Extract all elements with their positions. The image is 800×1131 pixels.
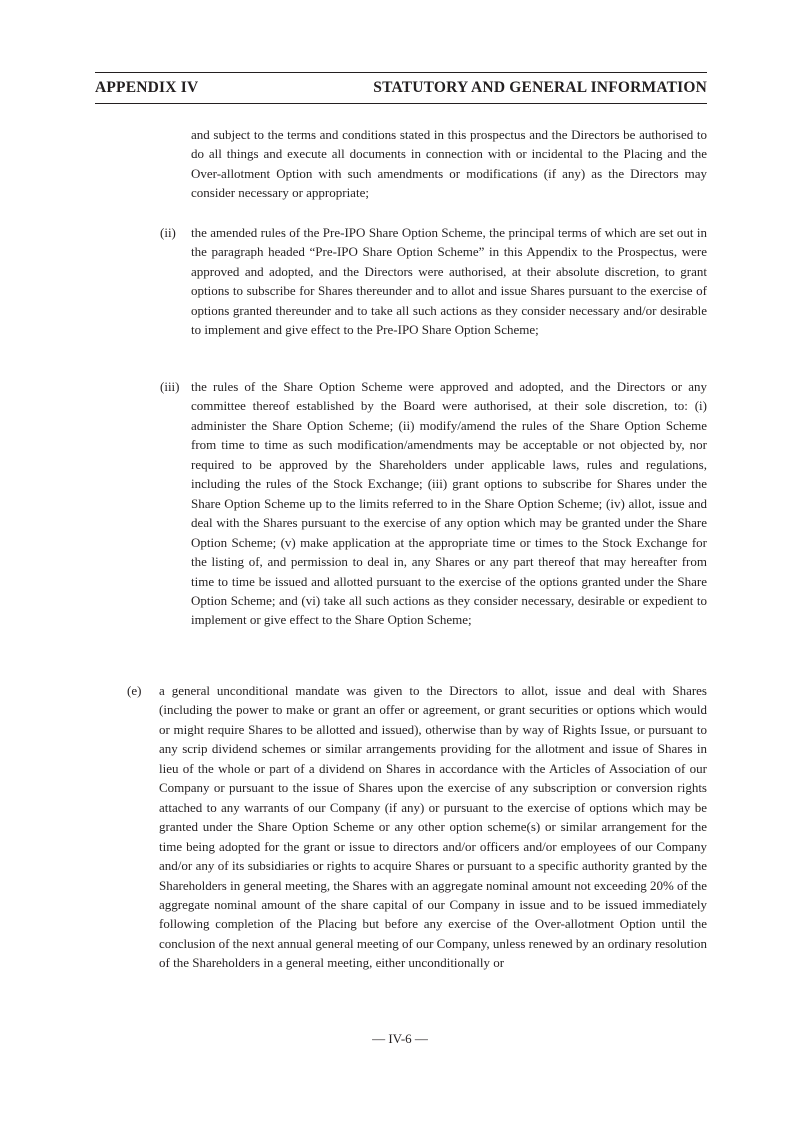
- appendix-title: APPENDIX IV: [95, 79, 199, 96]
- item-marker-iii: (iii): [160, 379, 180, 394]
- header-bottom-rule: [95, 103, 707, 104]
- item-text-iii: the rules of the Share Option Scheme were approved and adopted, and the Directors or any committee thereof established by the Board were authorised, at their sole discretion, to: (i) administer the Share Option Scheme; (ii) modify/amend the rules of the Share Option Scheme from time to time as such modification/amendments may be acceptable or not objected by, nor required to be approved by the Shareholders under applicable laws, rules and regulations, including the rules of the Stock Exchange; (iii) grant options to subscribe for Shares under the Share Option Scheme up to the limits referred to in the Share Option Scheme; (iv) allot, issue and deal with the Shares pursuant to the exercise of any option which may be granted under the Share Option Scheme; (v) make application at the appropriate time or times to the Stock Exchange for the listing of, and permission to deal in, any Shares or any part thereof that may hereafter from time to time be issued and allotted pursuant to the exercise of the options granted under the Share Option Scheme; and (vi) take all such actions as they consider necessary, desirable or expedient to implement or give effect to the Share Option Scheme;: [191, 379, 707, 628]
- header-top-rule: [95, 72, 707, 73]
- item-text-ii: the amended rules of the Pre-IPO Share Option Scheme, the principal terms of which are set out in the paragraph headed “Pre-IPO Share Option Scheme” in this Appendix to the Prospectus, were approved and adopted, and the Directors were authorised, at their absolute discretion, to grant options to subscribe for Shares thereunder and to allot and issue Shares pursuant to the exercise of options granted thereunder and to take all such actions as they consider necessary and/or desirable to implement and give effect to the Pre-IPO Share Option Scheme;: [191, 225, 707, 338]
- item-text-e: a general unconditional mandate was given to the Directors to allot, issue and deal with Shares (including the power to make or grant an offer or agreement, or grant securities or options which would or might require Shares to be allotted and issued), otherwise than by way of Rights Issue, or pursuant to any scrip dividend schemes or similar arrangements providing for the allotment and issue of Shares in lieu of the whole or part of a dividend on Shares in accordance with the Articles of Association of our Company or pursuant to the issue of Shares upon the exercise of any subscription or conversion rights attached to any warrants of our Company (if any) or pursuant to the exercise of options which may be granted under the Share Option Scheme or any other option scheme(s) or similar arrangement for the time being adopted for the grant or issue to directors and/or officers and/or employees of our Company and/or any of its subsidiaries or rights to acquire Shares or pursuant to a specific authority granted by the Shareholders in general meeting, the Shares with an aggregate nominal amount not exceeding 20% of the aggregate nominal amount of the share capital of our Company in issue and to be issued immediately following completion of the Placing but before any exercise of the Over-allotment Option until the conclusion of the next annual general meeting of our Company, unless renewed by an ordinary resolution of the Shareholders in a general meeting, either unconditionally or: [159, 683, 707, 971]
- item-marker-ii: (ii): [160, 225, 176, 240]
- section-title: STATUTORY AND GENERAL INFORMATION: [373, 79, 707, 96]
- page-number: — IV-6 —: [372, 1031, 428, 1046]
- continuation-paragraph: and subject to the terms and conditions stated in this prospectus and the Directors be authorised to do all things and execute all documents in connection with or incidental to the Placing and the Over-allotment Option with such amendments or modifications (if any) as the Directors may consider necessary or appropriate;: [191, 127, 707, 201]
- item-marker-e: (e): [127, 683, 142, 698]
